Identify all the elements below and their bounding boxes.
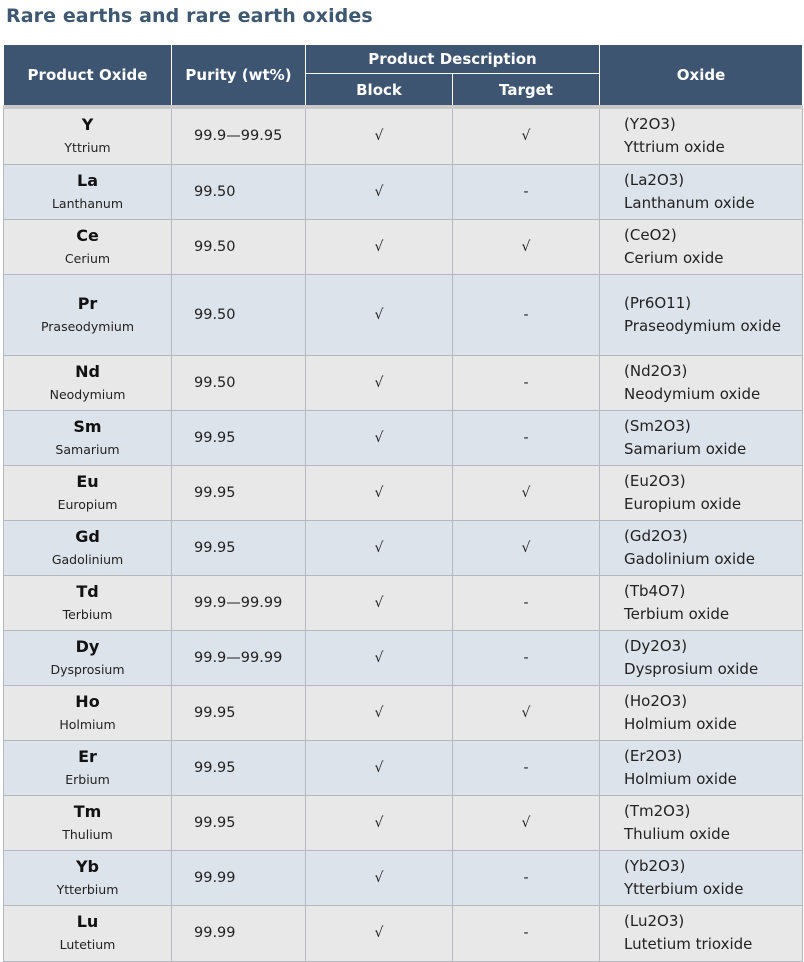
table-row: [4, 630, 803, 685]
element-cell: [4, 465, 172, 520]
oxide-cell: [600, 465, 803, 520]
oxide-cell: [600, 219, 803, 274]
oxide-name: Europium oxide: [624, 494, 742, 513]
target-cell: -: [453, 410, 600, 465]
table-row: [4, 740, 803, 795]
oxide-formula: (Nd2O3): [624, 361, 688, 380]
element-name: Ytterbium: [56, 881, 119, 897]
element-symbol: Gd: [75, 526, 100, 546]
element-name: Terbium: [62, 606, 113, 622]
oxide-name: Holmium oxide: [624, 714, 737, 733]
element-name: Yttrium: [64, 140, 111, 156]
oxide-formula: (Yb2O3): [624, 856, 686, 875]
target-cell: -: [453, 575, 600, 630]
oxide-formula: (Sm2O3): [624, 416, 691, 435]
block-cell: √: [306, 575, 453, 630]
purity-cell: 99.95: [172, 520, 306, 575]
purity-cell: 99.99: [172, 850, 306, 905]
target-cell: -: [453, 630, 600, 685]
target-cell: -: [453, 164, 600, 219]
element-cell: [4, 795, 172, 850]
purity-cell: 99.50: [172, 219, 306, 274]
oxide-cell: [600, 520, 803, 575]
table-row: [4, 410, 803, 465]
element-name: Holmium: [59, 716, 116, 732]
element-name: Cerium: [64, 250, 111, 266]
header-block: Block: [306, 74, 453, 107]
oxide-name: Dysprosium oxide: [624, 659, 759, 678]
target-cell: -: [453, 850, 600, 905]
element-symbol: Lu: [76, 912, 99, 931]
element-cell: [4, 685, 172, 740]
oxide-name: Yttrium oxide: [624, 138, 725, 157]
oxide-formula: (Er2O3): [624, 746, 683, 765]
header-target: Target: [453, 74, 600, 107]
element-symbol: Td: [76, 581, 99, 601]
element-symbol: Tm: [73, 801, 102, 821]
oxide-formula: (La2O3): [624, 170, 685, 189]
block-cell: √: [306, 520, 453, 575]
element-symbol: Eu: [76, 471, 99, 491]
oxide-formula: (Eu2O3): [624, 471, 686, 490]
element-symbol: Er: [78, 746, 97, 766]
block-cell: √: [306, 795, 453, 850]
element-cell: [4, 575, 172, 630]
target-cell: √: [453, 520, 600, 575]
header-product-description: Product Description: [306, 45, 600, 74]
element-name: Samarium: [55, 441, 120, 457]
element-name: Erbium: [65, 771, 110, 787]
block-cell: √: [306, 905, 453, 961]
block-cell: √: [306, 164, 453, 219]
element-symbol: Yb: [75, 856, 100, 876]
element-name: Thulium: [62, 826, 113, 842]
purity-cell: 99.95: [172, 685, 306, 740]
oxide-formula: (Y2O3): [624, 115, 676, 134]
oxide-name: Holmium oxide: [624, 769, 737, 788]
header-purity: Purity (wt%): [172, 45, 306, 108]
oxide-name: Thulium oxide: [624, 824, 730, 843]
table-row: [4, 520, 803, 575]
element-symbol: Pr: [77, 293, 98, 313]
oxide-name: Gadolinium oxide: [624, 549, 755, 568]
page-title: Rare earths and rare earth oxides: [6, 5, 373, 27]
target-cell: -: [453, 740, 600, 795]
element-cell: [4, 355, 172, 410]
table-row: [4, 164, 803, 219]
purity-cell: 99.95: [172, 740, 306, 795]
block-cell: √: [306, 850, 453, 905]
block-cell: √: [306, 465, 453, 520]
oxide-formula: (CeO2): [624, 225, 677, 244]
element-cell: [4, 164, 172, 219]
element-name: Dysprosium: [50, 661, 125, 677]
block-cell: √: [306, 107, 453, 164]
oxide-formula: (Gd2O3): [624, 526, 688, 545]
element-symbol: Ho: [75, 691, 100, 711]
oxide-cell: [600, 575, 803, 630]
table-row: [4, 107, 803, 164]
purity-cell: 99.95: [172, 795, 306, 850]
table-header: [4, 45, 803, 108]
block-cell: √: [306, 740, 453, 795]
element-cell: [4, 410, 172, 465]
oxide-formula: (Lu2O3): [624, 912, 685, 930]
purity-cell: 99.95: [172, 410, 306, 465]
purity-cell: 99.99: [172, 905, 306, 961]
oxide-cell: [600, 410, 803, 465]
table-row: [4, 219, 803, 274]
oxide-cell: [600, 630, 803, 685]
purity-cell: 99.95: [172, 465, 306, 520]
oxide-cell: [600, 795, 803, 850]
target-cell: √: [453, 685, 600, 740]
table-row: [4, 795, 803, 850]
table-row: [4, 905, 803, 961]
table-row: [4, 465, 803, 520]
oxide-cell: [600, 740, 803, 795]
header-oxide: Oxide: [600, 45, 803, 108]
purity-cell: 99.50: [172, 164, 306, 219]
oxide-cell: [600, 905, 803, 961]
table-row: [4, 575, 803, 630]
oxide-cell: [600, 274, 803, 355]
oxide-name: Neodymium oxide: [624, 384, 761, 403]
element-name: Gadolinium: [51, 551, 124, 567]
element-cell: [4, 107, 172, 164]
oxide-cell: [600, 355, 803, 410]
oxide-formula: (Tb4O7): [624, 581, 686, 600]
purity-cell: 99.9—99.99: [172, 630, 306, 685]
target-cell: -: [453, 355, 600, 410]
oxide-formula: (Dy2O3): [624, 636, 688, 655]
target-cell: -: [453, 905, 600, 961]
oxide-cell: [600, 685, 803, 740]
oxide-cell: [600, 107, 803, 164]
table-row: [4, 274, 803, 355]
block-cell: √: [306, 685, 453, 740]
element-symbol: Sm: [73, 416, 102, 436]
oxide-name: Cerium oxide: [624, 248, 724, 267]
oxide-name: Ytterbium oxide: [624, 879, 744, 898]
oxide-name: Samarium oxide: [624, 439, 747, 458]
element-symbol: Y: [81, 115, 94, 135]
target-cell: -: [453, 274, 600, 355]
element-symbol: Dy: [75, 636, 100, 656]
oxide-formula: (Tm2O3): [624, 801, 691, 820]
block-cell: √: [306, 219, 453, 274]
purity-cell: 99.9—99.95: [172, 107, 306, 164]
header-product-oxide: Product Oxide: [4, 45, 172, 108]
element-cell: [4, 850, 172, 905]
element-name: Lutetium: [59, 937, 116, 952]
rare-earths-table: [3, 44, 803, 962]
oxide-formula: (Ho2O3): [624, 691, 688, 710]
element-name: Praseodymium: [40, 318, 135, 334]
oxide-name: Lutetium trioxide: [624, 935, 753, 953]
table-row: [4, 355, 803, 410]
element-name: Europium: [57, 496, 118, 512]
element-name: Neodymium: [49, 386, 126, 402]
purity-cell: 99.50: [172, 355, 306, 410]
target-cell: √: [453, 219, 600, 274]
element-symbol: Ce: [76, 225, 99, 245]
element-symbol: Nd: [75, 361, 100, 381]
table-row: [4, 685, 803, 740]
block-cell: √: [306, 274, 453, 355]
oxide-cell: [600, 164, 803, 219]
element-cell: [4, 274, 172, 355]
element-cell: [4, 219, 172, 274]
element-cell: [4, 520, 172, 575]
oxide-name: Praseodymium oxide: [624, 316, 781, 335]
element-cell: [4, 740, 172, 795]
table-body: [4, 107, 803, 961]
table-row: [4, 850, 803, 905]
target-cell: √: [453, 795, 600, 850]
element-cell: [4, 630, 172, 685]
purity-cell: 99.50: [172, 274, 306, 355]
element-cell: [4, 905, 172, 961]
block-cell: √: [306, 630, 453, 685]
block-cell: √: [306, 410, 453, 465]
block-cell: √: [306, 355, 453, 410]
oxide-name: Lanthanum oxide: [624, 193, 755, 212]
element-name: Lanthanum: [51, 195, 124, 211]
element-symbol: La: [77, 170, 98, 190]
purity-cell: 99.9—99.99: [172, 575, 306, 630]
oxide-formula: (Pr6O11): [624, 293, 692, 312]
target-cell: √: [453, 107, 600, 164]
oxide-cell: [600, 850, 803, 905]
target-cell: √: [453, 465, 600, 520]
oxide-name: Terbium oxide: [624, 604, 730, 623]
